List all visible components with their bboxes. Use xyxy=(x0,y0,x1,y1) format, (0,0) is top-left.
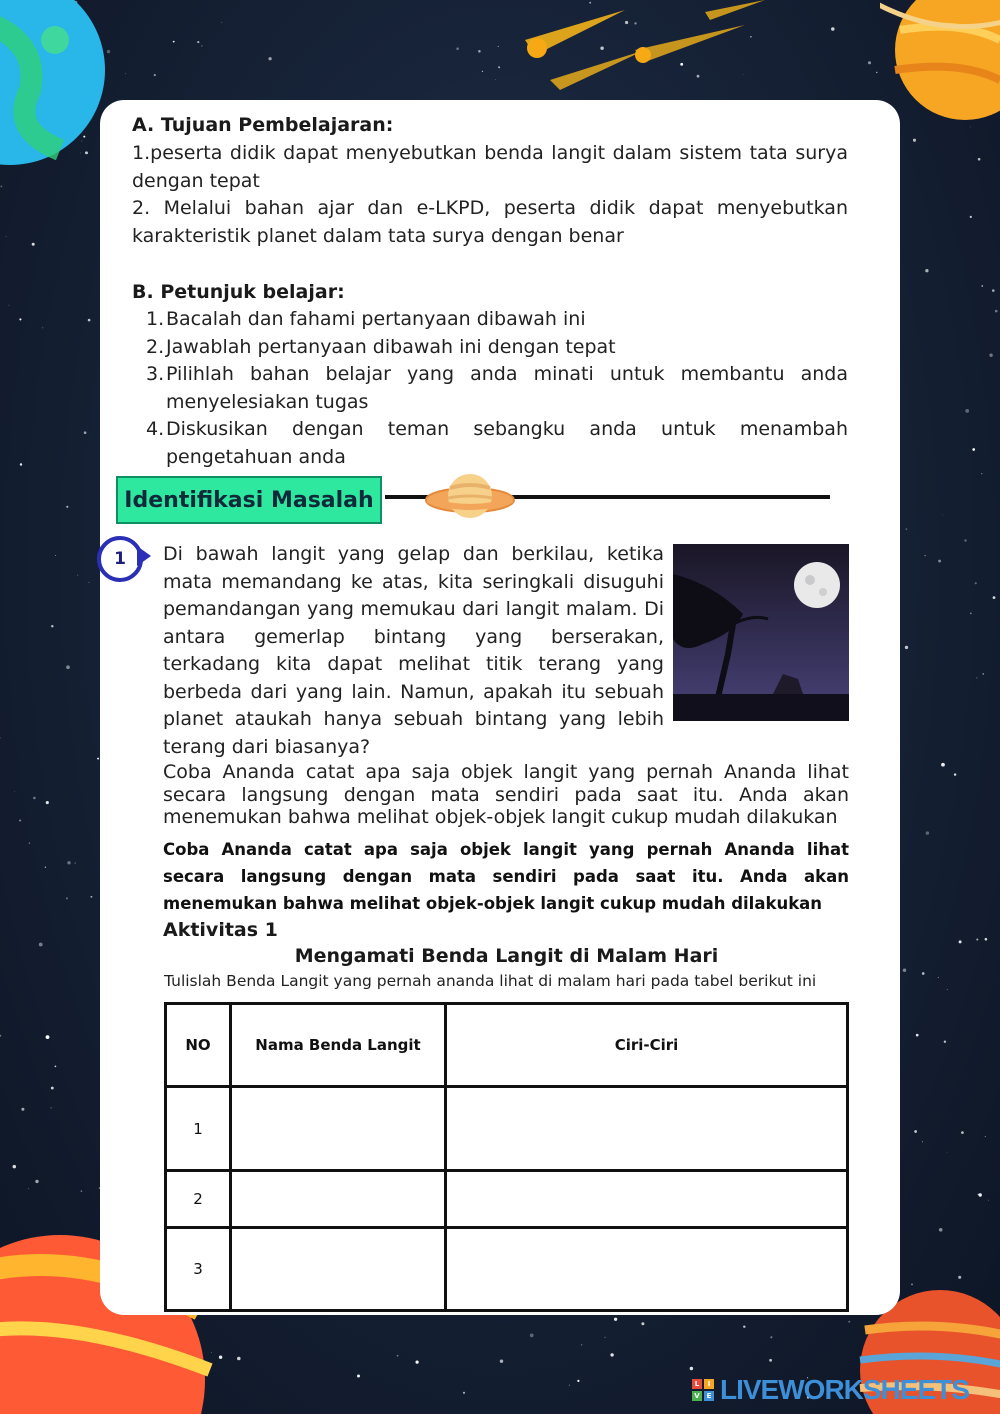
comets-decoration xyxy=(515,0,775,90)
star xyxy=(498,66,500,68)
star xyxy=(769,1359,772,1362)
object-name-cell[interactable] xyxy=(231,1171,446,1228)
star xyxy=(125,74,126,75)
learning-goal-2: 2. Melalui bahan ajar dan e-LKPD, peserta didik dapat menyebutkan karakteristik planet dalam tata surya dengan benar xyxy=(132,197,848,247)
star xyxy=(221,22,222,23)
night-sky-image xyxy=(673,544,849,721)
star xyxy=(90,896,92,898)
star xyxy=(66,665,70,669)
star xyxy=(770,1336,772,1338)
star xyxy=(981,473,982,474)
list-item xyxy=(146,361,848,416)
star xyxy=(965,409,969,413)
star xyxy=(21,1108,24,1111)
star xyxy=(6,236,7,237)
characteristics-cell[interactable] xyxy=(446,1087,848,1171)
star xyxy=(939,1228,943,1232)
star xyxy=(958,1276,961,1279)
star xyxy=(39,943,43,947)
star xyxy=(985,1136,986,1137)
star xyxy=(831,27,835,31)
star xyxy=(604,1337,605,1338)
star xyxy=(614,1318,617,1321)
instruction-text-1: Coba Ananda catat apa saja objek langit yang pernah Ananda lihat secara langsung dengan mata sendiri pada saat itu. Anda akan menemukan bahwa melihat objek-objek langit cukup mudah dilakukan xyxy=(163,761,849,828)
star xyxy=(954,773,956,775)
star xyxy=(964,539,966,541)
star xyxy=(50,1107,51,1108)
planet-top-left-decoration xyxy=(0,0,110,190)
list-item-number: 3. xyxy=(146,363,165,385)
star xyxy=(20,463,22,465)
star xyxy=(19,318,21,320)
star xyxy=(985,938,988,941)
star xyxy=(988,1200,989,1201)
logo-tile: V xyxy=(692,1391,702,1401)
list-item-text: Pilihlah bahan belajar yang anda minati untuk membantu anda menyelesiakan tugas xyxy=(166,363,848,413)
saturn-icon xyxy=(424,470,516,526)
list-item-number: 2. xyxy=(146,335,165,358)
star xyxy=(922,972,925,975)
logo-tile: I xyxy=(704,1379,714,1389)
star xyxy=(14,792,15,793)
star xyxy=(42,327,43,328)
characteristics-cell[interactable] xyxy=(446,1171,848,1228)
star xyxy=(9,305,10,306)
star xyxy=(959,940,962,943)
star xyxy=(982,673,983,674)
row-number: 3 xyxy=(166,1228,231,1311)
star xyxy=(51,1087,54,1090)
star xyxy=(500,1359,503,1362)
table-row xyxy=(166,1171,848,1228)
star xyxy=(197,41,199,43)
instruction-text-2: Coba Ananda catat apa saja objek langit yang pernah Ananda lihat secara langsung dengan mata sendiri pada saat itu. Anda akan menemukan bahwa melihat objek-objek langit cukup mudah dilakukan xyxy=(163,840,849,913)
star xyxy=(46,1035,50,1039)
star xyxy=(97,758,99,760)
star xyxy=(32,243,35,246)
star xyxy=(641,1322,644,1325)
star xyxy=(51,625,53,627)
star xyxy=(972,448,975,451)
star xyxy=(201,45,202,46)
star xyxy=(237,1357,241,1361)
star xyxy=(498,46,499,47)
list-item-text: Jawablah pertanyaan dibawah ini dengan tepat xyxy=(166,335,616,358)
table-header-row xyxy=(166,1004,848,1087)
star xyxy=(970,612,972,614)
logo-tile: E xyxy=(704,1391,714,1401)
star xyxy=(610,1353,613,1356)
star xyxy=(13,1165,17,1169)
star xyxy=(925,269,928,272)
star xyxy=(456,47,459,50)
study-instructions-list xyxy=(146,306,848,471)
star xyxy=(29,843,30,844)
star xyxy=(33,797,36,800)
observation-table xyxy=(164,1002,849,1312)
star xyxy=(848,1321,850,1323)
star xyxy=(84,431,87,434)
characteristics-cell[interactable] xyxy=(446,1228,848,1311)
star xyxy=(906,528,908,530)
object-name-cell[interactable] xyxy=(231,1228,446,1311)
star xyxy=(947,989,948,990)
header-no: NO xyxy=(166,1004,231,1087)
list-item-number: 1. xyxy=(146,308,165,330)
star xyxy=(938,560,941,563)
star xyxy=(938,977,939,978)
star xyxy=(28,1188,29,1189)
star xyxy=(577,1380,579,1382)
star xyxy=(569,1385,570,1386)
row-number: 2 xyxy=(166,1171,231,1228)
star xyxy=(55,1066,57,1068)
star xyxy=(74,862,76,864)
star xyxy=(690,1367,693,1370)
star xyxy=(397,1355,399,1357)
star xyxy=(868,61,871,64)
star xyxy=(35,1180,38,1183)
logo-tile: L xyxy=(692,1379,702,1389)
star xyxy=(46,801,49,804)
star xyxy=(993,596,996,599)
star xyxy=(66,506,68,508)
star xyxy=(463,1392,465,1394)
star xyxy=(55,555,56,556)
star xyxy=(976,677,977,678)
star xyxy=(581,1344,583,1346)
star xyxy=(975,582,977,584)
star xyxy=(45,867,46,868)
star xyxy=(947,1152,948,1153)
question-number-badge: 1 xyxy=(97,536,143,582)
star xyxy=(913,139,916,142)
star xyxy=(173,41,175,43)
planet-top-right-decoration xyxy=(880,0,1000,130)
problem-paragraph: Di bawah langit yang gelap dan berkilau, ketika mata memandang ke atas, kita seringkali disuguhi pemandangan yang memukau dari langit malam. Di antara gemerlap bintang yang berserakan, terkadang kita dapat melihat titik terang yang berbeda dari yang lain. Namun, apakah itu sebuah planet ataukah hanya sebuah bintang yang lebih terang dari biasanya? xyxy=(163,543,664,758)
list-item-text: Diskusikan dengan teman sebangku anda untuk menambah pengetahuan anda xyxy=(166,418,848,468)
star xyxy=(914,1130,917,1133)
header-object-name: Nama Benda Langit xyxy=(231,1004,446,1087)
star xyxy=(970,216,972,218)
star xyxy=(495,79,496,80)
study-instructions-heading: B. Petunjuk belajar: xyxy=(132,281,345,303)
liveworksheets-logo-icon xyxy=(692,1379,714,1401)
star xyxy=(154,74,156,76)
star xyxy=(979,1193,982,1196)
star xyxy=(357,1375,360,1378)
badge-pointer xyxy=(137,546,151,566)
star xyxy=(77,575,78,576)
star xyxy=(88,319,91,322)
star xyxy=(943,515,944,516)
star xyxy=(478,50,481,53)
learning-goal-1: 1.peserta didik dapat menyebutkan benda langit dalam sistem tata surya dengan tepat xyxy=(132,142,848,192)
star xyxy=(530,1334,534,1338)
problem-identification-banner: Identifikasi Masalah xyxy=(116,476,382,524)
activity-title: Mengamati Benda Langit di Malam Hari xyxy=(294,945,719,967)
star xyxy=(941,763,945,767)
list-item xyxy=(146,306,848,334)
star xyxy=(961,1131,964,1134)
object-name-cell[interactable] xyxy=(231,1087,446,1171)
list-item xyxy=(146,416,848,471)
star xyxy=(903,968,906,971)
table-row xyxy=(166,1087,848,1171)
star xyxy=(743,1325,745,1327)
liveworksheets-watermark xyxy=(692,1374,969,1406)
star xyxy=(482,71,483,72)
star xyxy=(992,289,995,292)
star xyxy=(944,1041,946,1043)
learning-goals-heading: A. Tujuan Pembelajaran: xyxy=(132,114,394,136)
star xyxy=(905,646,908,649)
star xyxy=(989,354,992,357)
star xyxy=(415,1360,418,1363)
star xyxy=(916,1034,919,1037)
star xyxy=(922,1141,923,1142)
star xyxy=(911,1284,913,1286)
table-row xyxy=(166,1228,848,1311)
star xyxy=(926,831,929,834)
liveworksheets-brand: LIVEWORKSHEETS xyxy=(720,1374,969,1405)
star xyxy=(268,57,271,60)
star xyxy=(19,819,21,821)
star xyxy=(924,555,925,556)
activity-label: Aktivitas 1 xyxy=(163,919,278,941)
star xyxy=(978,158,981,161)
list-item-text: Bacalah dan fahami pertanyaan dibawah ini xyxy=(166,308,586,330)
star xyxy=(981,285,982,286)
activity-subtitle: Tulislah Benda Langit yang pernah ananda lihat di malam hari pada tabel berikut ini xyxy=(164,972,817,990)
header-characteristics: Ciri-Ciri xyxy=(446,1004,848,1087)
star xyxy=(67,861,70,864)
star xyxy=(876,72,877,73)
list-item xyxy=(146,334,848,362)
star xyxy=(88,582,89,583)
list-item-number: 4. xyxy=(146,418,165,440)
star xyxy=(995,310,998,313)
star xyxy=(81,1190,83,1192)
row-number: 1 xyxy=(166,1087,231,1171)
star xyxy=(0,1035,1,1037)
star xyxy=(976,938,978,940)
star xyxy=(978,1194,979,1195)
star xyxy=(66,897,68,899)
